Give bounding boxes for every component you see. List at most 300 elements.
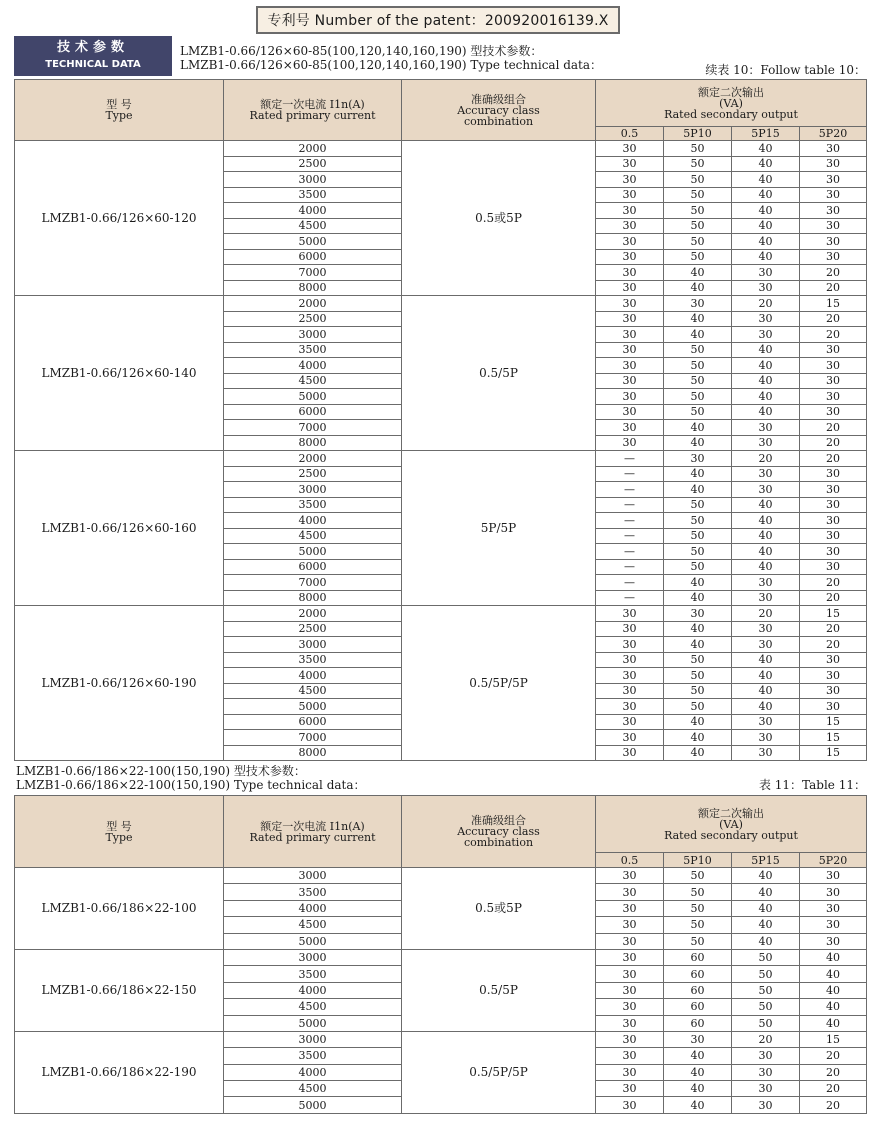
output-cell: 30 <box>664 1031 732 1047</box>
output-cell: 30 <box>596 311 664 327</box>
header-current-en: Rated primary current <box>249 830 376 844</box>
output-cell: 50 <box>664 187 732 203</box>
output-cell: 30 <box>596 404 664 420</box>
header-output-en: Rated secondary output <box>664 828 798 842</box>
header-accuracy-en: Accuracy class <box>457 103 540 117</box>
output-cell: 30 <box>596 435 664 451</box>
output-cell: 50 <box>664 234 732 250</box>
output-cell: 30 <box>596 999 664 1015</box>
output-cell: 30 <box>800 203 867 219</box>
output-cell: 40 <box>732 544 800 560</box>
output-cell: 30 <box>800 917 867 933</box>
output-cell: 40 <box>732 559 800 575</box>
output-cell: — <box>596 544 664 560</box>
rated-current-cell: 3500 <box>224 342 402 358</box>
output-cell: 50 <box>664 218 732 234</box>
output-cell: 30 <box>596 218 664 234</box>
output-cell: 50 <box>732 982 800 998</box>
output-cell: 30 <box>596 621 664 637</box>
output-cell: 20 <box>800 451 867 467</box>
output-cell: 30 <box>800 342 867 358</box>
output-cell: 30 <box>800 933 867 949</box>
output-cell: 50 <box>732 966 800 982</box>
header-accuracy-en: Accuracy class <box>457 825 540 838</box>
output-cell: — <box>596 590 664 606</box>
output-cell: 40 <box>732 868 800 884</box>
output-cell: 30 <box>596 156 664 172</box>
output-cell: 30 <box>732 1081 800 1097</box>
output-cell: 30 <box>800 249 867 265</box>
output-cell: 30 <box>800 513 867 529</box>
output-cell: — <box>596 466 664 482</box>
output-cell: 50 <box>664 497 732 513</box>
rated-current-cell: 3000 <box>224 949 402 965</box>
output-cell: 40 <box>664 714 732 730</box>
technical-data-badge <box>14 36 172 76</box>
header-output <box>596 796 867 853</box>
output-cell: 20 <box>800 621 867 637</box>
output-cell: 30 <box>596 884 664 900</box>
rated-current-cell: 6000 <box>224 714 402 730</box>
table-11-body <box>15 868 867 1114</box>
output-cell: 50 <box>664 652 732 668</box>
output-cell: 40 <box>664 265 732 281</box>
rated-current-cell: 4000 <box>224 1064 402 1080</box>
output-cell: 50 <box>664 900 732 916</box>
table-row <box>15 296 867 312</box>
rated-current-cell: 8000 <box>224 280 402 296</box>
header-output-zh: 额定二次输出 <box>698 806 764 820</box>
output-cell: 30 <box>732 466 800 482</box>
output-cell: 60 <box>664 949 732 965</box>
output-cell: 50 <box>664 868 732 884</box>
rated-current-cell: 2500 <box>224 466 402 482</box>
model-type-cell: LMZB1-0.66/186×22-150 <box>15 949 224 1031</box>
rated-current-cell: 2000 <box>224 606 402 622</box>
output-cell: — <box>596 559 664 575</box>
output-cell: 30 <box>596 1048 664 1064</box>
header-current-en: Rated primary current <box>249 109 376 122</box>
accuracy-combination-cell: 0.5/5P/5P <box>402 1031 596 1113</box>
output-cell: 30 <box>596 606 664 622</box>
rated-current-cell: 7000 <box>224 730 402 746</box>
output-cell: 20 <box>800 1048 867 1064</box>
output-cell: 30 <box>732 1097 800 1113</box>
section11-intro-en: LMZB1-0.66/186×22-100(150,190) Type technical data： <box>16 778 366 792</box>
rated-current-cell: 3000 <box>224 868 402 884</box>
output-cell: 40 <box>732 699 800 715</box>
output-cell: 40 <box>732 342 800 358</box>
section11-intro-zh: LMZB1-0.66/186×22-100(150,190) 型技术参数： <box>16 764 306 778</box>
header-output <box>596 80 867 127</box>
rated-current-cell: 2500 <box>224 621 402 637</box>
output-cell: 15 <box>800 714 867 730</box>
output-cell: 20 <box>800 435 867 451</box>
output-cell: 30 <box>732 745 800 761</box>
output-cell: 30 <box>800 544 867 560</box>
output-cell: 40 <box>800 949 867 965</box>
output-cell: 30 <box>800 884 867 900</box>
output-cell: 30 <box>596 141 664 157</box>
header-type-en: Type <box>105 109 133 122</box>
rated-current-cell: 7000 <box>224 575 402 591</box>
output-cell: 15 <box>800 1031 867 1047</box>
output-cell: 30 <box>800 373 867 389</box>
output-cell: 30 <box>800 218 867 234</box>
output-cell: 40 <box>732 528 800 544</box>
rated-current-cell: 4500 <box>224 999 402 1015</box>
rated-current-cell: 5000 <box>224 389 402 405</box>
header-type-zh: 型 号 <box>106 98 132 111</box>
output-cell: 60 <box>664 999 732 1015</box>
output-cell: 30 <box>596 933 664 949</box>
output-cell: 30 <box>732 1048 800 1064</box>
output-cell: 30 <box>800 559 867 575</box>
output-cell: 30 <box>596 342 664 358</box>
output-cell: 40 <box>800 999 867 1015</box>
output-cell: 15 <box>800 606 867 622</box>
output-cell: — <box>596 575 664 591</box>
rated-current-cell: 6000 <box>224 559 402 575</box>
output-cell: 30 <box>596 637 664 653</box>
rated-current-cell: 2000 <box>224 451 402 467</box>
output-cell: 30 <box>596 900 664 916</box>
output-cell: 30 <box>732 280 800 296</box>
output-cell: 50 <box>664 203 732 219</box>
rated-current-cell: 4500 <box>224 373 402 389</box>
header-class: 0.5 <box>596 853 664 868</box>
output-cell: 40 <box>732 404 800 420</box>
output-cell: 40 <box>732 884 800 900</box>
accuracy-combination-cell: 0.5/5P <box>402 296 596 451</box>
rated-current-cell: 6000 <box>224 404 402 420</box>
accuracy-combination-cell: 0.5或5P <box>402 141 596 296</box>
output-cell: 30 <box>596 1031 664 1047</box>
header-class: 5P20 <box>800 853 867 868</box>
output-cell: 20 <box>732 606 800 622</box>
output-cell: 30 <box>596 234 664 250</box>
output-cell: 20 <box>800 280 867 296</box>
output-cell: 30 <box>596 296 664 312</box>
output-cell: 30 <box>800 156 867 172</box>
output-cell: 30 <box>732 435 800 451</box>
output-cell: — <box>596 528 664 544</box>
badge-title-zh: 技术参数 <box>56 40 129 55</box>
rated-current-cell: 4000 <box>224 358 402 374</box>
rated-current-cell: 4500 <box>224 528 402 544</box>
output-cell: 30 <box>732 1064 800 1080</box>
rated-current-cell: 7000 <box>224 420 402 436</box>
rated-current-cell: 4500 <box>224 218 402 234</box>
header-accuracy-en2: combination <box>463 836 534 849</box>
output-cell: 40 <box>664 435 732 451</box>
header-accuracy-zh: 准确级组合 <box>471 814 526 827</box>
output-cell: 30 <box>664 296 732 312</box>
output-cell: 30 <box>596 699 664 715</box>
rated-current-cell: 5000 <box>224 544 402 560</box>
rated-current-cell: 3500 <box>224 652 402 668</box>
output-cell: 30 <box>596 1097 664 1113</box>
output-cell: 30 <box>800 358 867 374</box>
table-row <box>15 141 867 157</box>
output-cell: 50 <box>664 683 732 699</box>
table-11 <box>14 795 867 1114</box>
table-row <box>15 1031 867 1047</box>
rated-current-cell: 7000 <box>224 265 402 281</box>
accuracy-combination-cell: 0.5/5P <box>402 949 596 1031</box>
output-cell: 30 <box>800 868 867 884</box>
model-type-cell: LMZB1-0.66/126×60-160 <box>15 451 224 606</box>
output-cell: 50 <box>664 389 732 405</box>
output-cell: 50 <box>664 917 732 933</box>
header-class: 0.5 <box>596 127 664 141</box>
header-current <box>224 80 402 141</box>
output-cell: 30 <box>732 730 800 746</box>
output-cell: 30 <box>596 327 664 343</box>
output-cell: 40 <box>732 249 800 265</box>
output-cell: 20 <box>800 575 867 591</box>
output-cell: 40 <box>800 966 867 982</box>
output-cell: 50 <box>732 949 800 965</box>
output-cell: 20 <box>800 311 867 327</box>
output-cell: 50 <box>664 668 732 684</box>
output-cell: 30 <box>596 868 664 884</box>
output-cell: 30 <box>732 590 800 606</box>
output-cell: 30 <box>800 668 867 684</box>
output-cell: 30 <box>800 404 867 420</box>
rated-current-cell: 5000 <box>224 234 402 250</box>
table-row <box>15 451 867 467</box>
output-cell: 40 <box>664 1081 732 1097</box>
table11-caption: 表 11：Table 11： <box>758 778 866 792</box>
output-cell: 30 <box>596 265 664 281</box>
output-cell: 40 <box>732 141 800 157</box>
output-cell: 50 <box>664 528 732 544</box>
output-cell: 20 <box>732 1031 800 1047</box>
rated-current-cell: 5000 <box>224 1097 402 1113</box>
model-type-cell: LMZB1-0.66/186×22-100 <box>15 868 224 950</box>
badge-title-en: TECHNICAL DATA <box>45 59 141 70</box>
output-cell: 30 <box>596 949 664 965</box>
rated-current-cell: 5000 <box>224 933 402 949</box>
output-cell: 40 <box>664 575 732 591</box>
output-cell: 40 <box>732 513 800 529</box>
output-cell: 40 <box>664 730 732 746</box>
output-cell: 30 <box>732 265 800 281</box>
output-cell: 60 <box>664 982 732 998</box>
header-class: 5P10 <box>664 853 732 868</box>
header-type-zh: 型 号 <box>106 819 132 833</box>
output-cell: 50 <box>664 342 732 358</box>
output-cell: 40 <box>664 590 732 606</box>
output-cell: — <box>596 497 664 513</box>
rated-current-cell: 5000 <box>224 699 402 715</box>
output-cell: 40 <box>664 745 732 761</box>
patent-number: 专利号 Number of the patent：200920016139.X <box>256 6 620 34</box>
header-type <box>15 796 224 868</box>
output-cell: 30 <box>596 982 664 998</box>
output-cell: 30 <box>800 900 867 916</box>
output-cell: 50 <box>664 559 732 575</box>
output-cell: 30 <box>732 714 800 730</box>
output-cell: 40 <box>732 497 800 513</box>
header-class: 5P10 <box>664 127 732 141</box>
header-output-en: Rated secondary output <box>664 107 798 121</box>
output-cell: 50 <box>664 249 732 265</box>
header-accuracy-zh: 准确级组合 <box>471 92 526 106</box>
output-cell: 40 <box>732 234 800 250</box>
output-cell: 30 <box>800 234 867 250</box>
output-cell: 30 <box>596 358 664 374</box>
output-cell: 30 <box>596 745 664 761</box>
output-cell: 50 <box>664 544 732 560</box>
output-cell: 40 <box>664 1097 732 1113</box>
header-accuracy <box>402 80 596 141</box>
model-type-cell: LMZB1-0.66/126×60-120 <box>15 141 224 296</box>
rated-current-cell: 3000 <box>224 482 402 498</box>
output-cell: 50 <box>732 1015 800 1031</box>
output-cell: 20 <box>800 420 867 436</box>
output-cell: 30 <box>732 327 800 343</box>
rated-current-cell: 3500 <box>224 884 402 900</box>
output-cell: 30 <box>596 249 664 265</box>
output-cell: — <box>596 482 664 498</box>
output-cell: 30 <box>596 1064 664 1080</box>
output-cell: 30 <box>800 652 867 668</box>
rated-current-cell: 4000 <box>224 668 402 684</box>
rated-current-cell: 4000 <box>224 900 402 916</box>
rated-current-cell: 8000 <box>224 745 402 761</box>
rated-current-cell: 2500 <box>224 311 402 327</box>
model-type-cell: LMZB1-0.66/126×60-190 <box>15 606 224 761</box>
output-cell: 30 <box>732 575 800 591</box>
table10-caption: 续表 10：Follow table 10： <box>705 63 866 77</box>
rated-current-cell: 4000 <box>224 513 402 529</box>
output-cell: 30 <box>596 917 664 933</box>
header-class: 5P15 <box>732 127 800 141</box>
header-output-zh: 额定二次输出 <box>698 85 764 99</box>
rated-current-cell: 3000 <box>224 637 402 653</box>
output-cell: 50 <box>664 172 732 188</box>
output-cell: 40 <box>732 187 800 203</box>
output-cell: 60 <box>664 966 732 982</box>
output-cell: 40 <box>732 156 800 172</box>
output-cell: 30 <box>596 1081 664 1097</box>
header-current-zh: 额定一次电流 I1n(A) <box>260 819 365 833</box>
output-cell: 20 <box>800 1064 867 1080</box>
rated-current-cell: 4500 <box>224 1081 402 1097</box>
header-current <box>224 796 402 868</box>
output-cell: 30 <box>596 420 664 436</box>
output-cell: 30 <box>596 730 664 746</box>
output-cell: 30 <box>732 621 800 637</box>
output-cell: 30 <box>800 482 867 498</box>
output-cell: 40 <box>732 218 800 234</box>
rated-current-cell: 3000 <box>224 327 402 343</box>
section10-intro-zh: LMZB1-0.66/126×60-85(100,120,140,160,190) 型技术参数： <box>180 44 543 58</box>
rated-current-cell: 3500 <box>224 966 402 982</box>
output-cell: 30 <box>596 280 664 296</box>
output-cell: 15 <box>800 296 867 312</box>
rated-current-cell: 8000 <box>224 590 402 606</box>
output-cell: 30 <box>800 683 867 699</box>
header-accuracy-en2: combination <box>463 114 534 128</box>
output-cell: 40 <box>664 466 732 482</box>
output-cell: 40 <box>664 327 732 343</box>
header-class: 5P20 <box>800 127 867 141</box>
output-cell: 30 <box>596 714 664 730</box>
output-cell: 15 <box>800 730 867 746</box>
section10-intro-en: LMZB1-0.66/126×60-85(100,120,140,160,190) Type technical data： <box>180 58 603 72</box>
table-row <box>15 606 867 622</box>
output-cell: 50 <box>732 999 800 1015</box>
output-cell: 50 <box>664 513 732 529</box>
output-cell: 20 <box>732 451 800 467</box>
output-cell: 30 <box>800 141 867 157</box>
output-cell: 50 <box>664 156 732 172</box>
output-cell: 40 <box>732 933 800 949</box>
output-cell: 40 <box>664 637 732 653</box>
output-cell: 30 <box>596 203 664 219</box>
rated-current-cell: 4500 <box>224 683 402 699</box>
output-cell: 40 <box>664 1048 732 1064</box>
output-cell: 20 <box>800 1081 867 1097</box>
output-cell: 60 <box>664 1015 732 1031</box>
output-cell: 40 <box>664 280 732 296</box>
output-cell: 40 <box>732 389 800 405</box>
output-cell: 30 <box>596 1015 664 1031</box>
output-cell: 30 <box>800 187 867 203</box>
rated-current-cell: 4500 <box>224 917 402 933</box>
output-cell: 40 <box>732 668 800 684</box>
output-cell: 30 <box>800 172 867 188</box>
output-cell: 20 <box>800 327 867 343</box>
output-cell: 40 <box>732 917 800 933</box>
output-cell: 30 <box>800 497 867 513</box>
rated-current-cell: 2500 <box>224 156 402 172</box>
output-cell: 30 <box>732 311 800 327</box>
table-10 <box>14 79 867 761</box>
model-type-cell: LMZB1-0.66/126×60-140 <box>15 296 224 451</box>
output-cell: 30 <box>732 482 800 498</box>
table-10-body <box>15 141 867 761</box>
output-cell: 30 <box>596 683 664 699</box>
accuracy-combination-cell: 5P/5P <box>402 451 596 606</box>
output-cell: 20 <box>800 590 867 606</box>
output-cell: — <box>596 451 664 467</box>
output-cell: 40 <box>800 1015 867 1031</box>
output-cell: 40 <box>732 203 800 219</box>
output-cell: 30 <box>596 668 664 684</box>
output-cell: 40 <box>800 982 867 998</box>
header-class: 5P15 <box>732 853 800 868</box>
table-row <box>15 949 867 965</box>
rated-current-cell: 2000 <box>224 141 402 157</box>
accuracy-combination-cell: 0.5/5P/5P <box>402 606 596 761</box>
output-cell: 30 <box>800 699 867 715</box>
output-cell: 40 <box>732 900 800 916</box>
rated-current-cell: 2000 <box>224 296 402 312</box>
accuracy-combination-cell: 0.5或5P <box>402 868 596 950</box>
rated-current-cell: 4000 <box>224 203 402 219</box>
rated-current-cell: 5000 <box>224 1015 402 1031</box>
output-cell: 50 <box>664 404 732 420</box>
rated-current-cell: 3000 <box>224 1031 402 1047</box>
output-cell: 50 <box>664 933 732 949</box>
output-cell: 30 <box>664 606 732 622</box>
output-cell: 30 <box>800 466 867 482</box>
output-cell: 50 <box>664 884 732 900</box>
